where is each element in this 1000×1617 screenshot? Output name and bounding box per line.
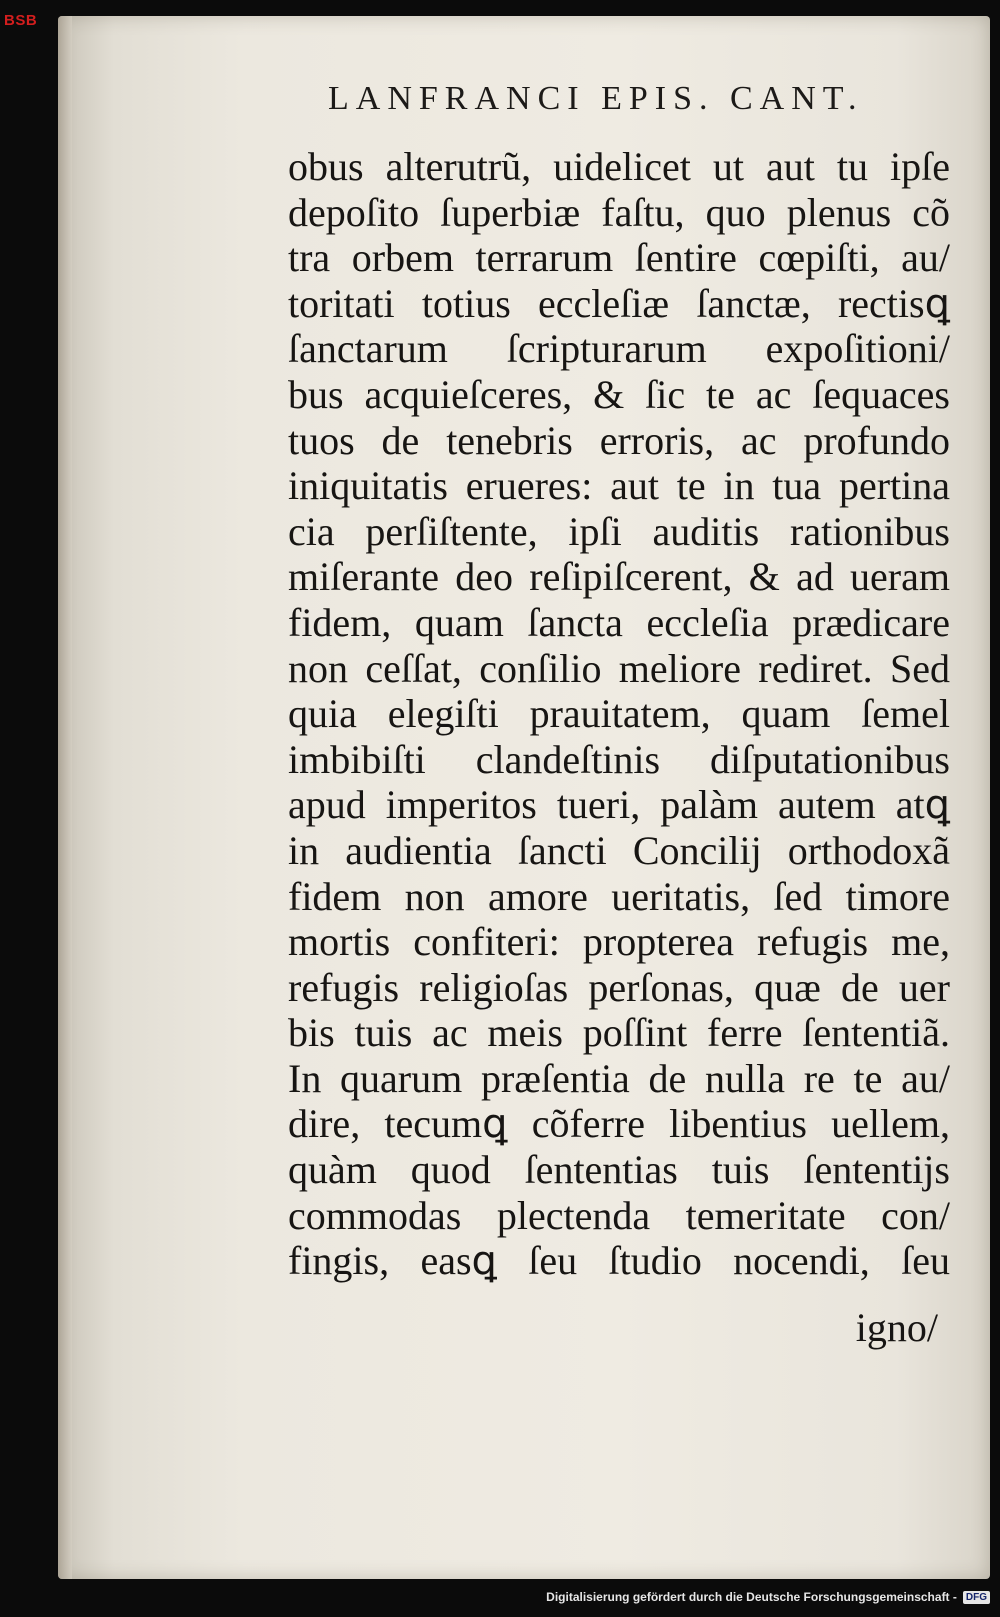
dfg-logo: DFG — [963, 1591, 990, 1604]
text-line: obus alterutrũ, uidelicet ut aut tu ipſe — [288, 144, 950, 189]
text-line: commodas plectenda temeritate con/ — [288, 1192, 950, 1238]
text-line: mortis confiteri: propterea refugis me, — [288, 919, 950, 965]
text-line: iniquitatis erueres: aut te in tua pertina — [288, 463, 950, 509]
page-gutter-edge — [58, 16, 72, 1579]
text-line: tuos de tenebris erroris, ac profundo — [288, 417, 950, 463]
book-page — [58, 16, 990, 1579]
text-block — [288, 144, 950, 1284]
text-line: dire, tecumꝗ cõferre libentius uellem, — [288, 1101, 950, 1147]
running-head: LANFRANCI EPIS. CANT. — [328, 80, 864, 117]
text-line: in audientia ſancti Concilij orthodoxã — [288, 827, 950, 873]
text-line: ſanctarum ſcripturarum expoſitioni/ — [288, 326, 950, 372]
footer-text: Digitalisierung gefördert durch die Deutsche Forschungsgemeinschaft - — [546, 1590, 957, 1604]
text-line: quia elegiſti prauitatem, quam ſemel — [288, 691, 950, 737]
catchword: igno/ — [855, 1305, 938, 1350]
text-line: bis tuis ac meis poſſint ferre ſententiã. — [288, 1010, 950, 1056]
text-line: miſerante deo reſipiſcerent, & ad ueram — [288, 554, 950, 600]
text-line: toritati totius eccleſiæ ſanctæ, rectisꝗ — [288, 280, 950, 326]
text-line: depoſito ſuperbiæ faſtu, quo plenus cõ — [288, 189, 950, 235]
text-line: refugis religioſas perſonas, quæ de uer — [288, 964, 950, 1010]
text-line: fidem, quam ſancta eccleſia prædicare — [288, 599, 950, 645]
text-line: quàm quod ſententias tuis ſententijs — [288, 1147, 950, 1193]
footer-credit — [546, 1590, 990, 1604]
text-line: fingis, easꝗ ſeu ſtudio nocendi, ſeu — [288, 1238, 950, 1284]
bsb-logo: BSB — [4, 12, 38, 29]
text-line: imbibiſti clandeſtinis diſputationibus — [288, 736, 950, 782]
text-line: apud imperitos tueri, palàm autem atꝗ — [288, 782, 950, 828]
text-line: cia perſiſtente, ipſi auditis rationibus — [288, 508, 950, 554]
text-line: fidem non amore ueritatis, ſed timore — [288, 873, 950, 919]
text-line: tra orbem terrarum ſentire cœpiſti, au/ — [288, 235, 950, 281]
text-line: bus acquieſceres, & ſic te ac ſequaces — [288, 371, 950, 417]
text-line: non ceſſat, conſilio meliore rediret. Sed — [288, 645, 950, 691]
text-line: In quarum præſentia de nulla re te au/ — [288, 1055, 950, 1101]
